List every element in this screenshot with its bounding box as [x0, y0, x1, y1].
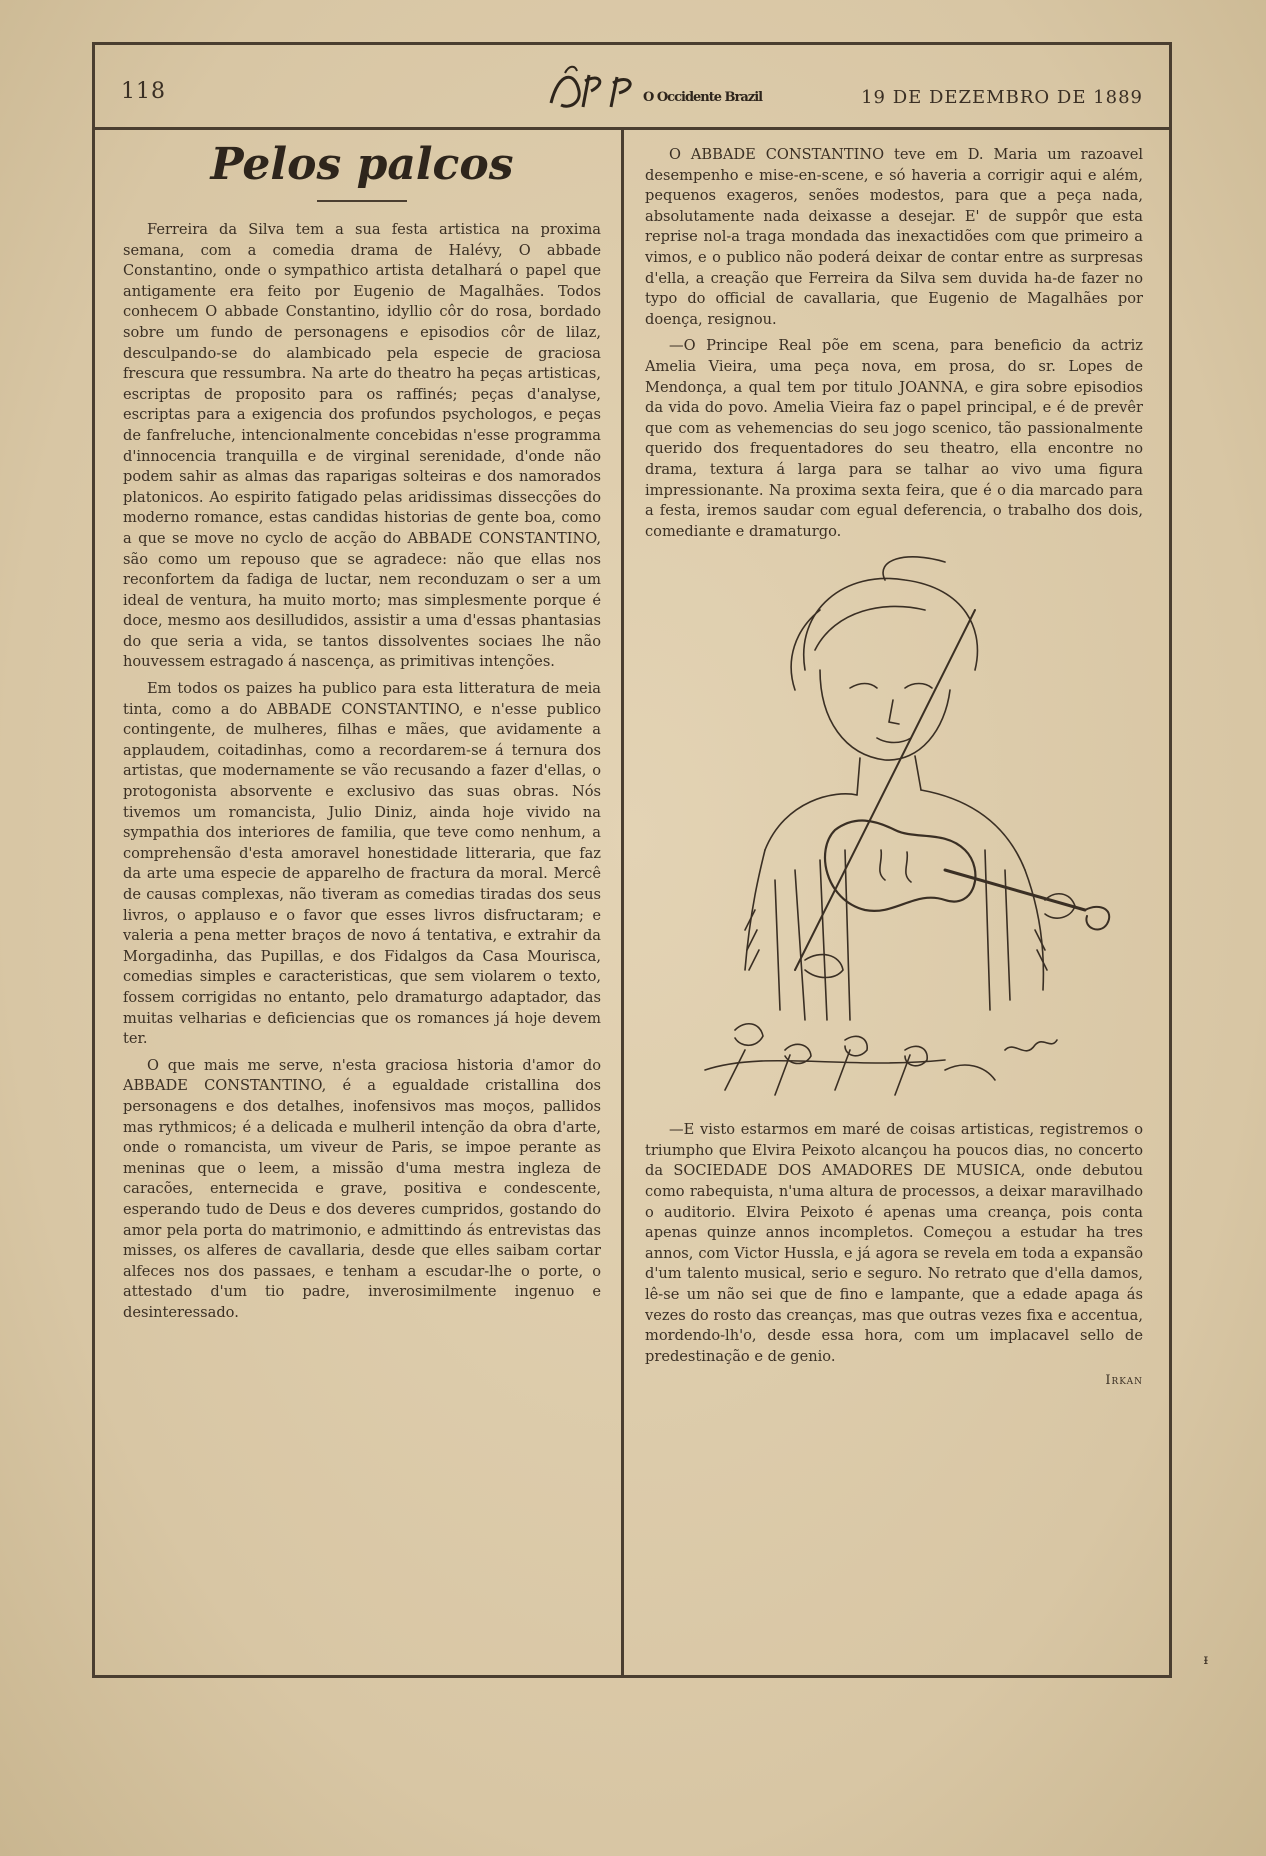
- violinist-portrait: [645, 550, 1143, 1110]
- section-title: Pelos palcos: [210, 139, 514, 190]
- left-column: [123, 135, 601, 1329]
- right-paragraph-3: —E visto estarmos em maré de coisas artisticas, registremos o triumpho que Elvira Peixoto alcançou ha poucos dias, no concerto da SOCIEDADE DOS AMADORES DE MUSICA, onde debutou como rabequista, n'uma altura de processos, a deixar maravilhado o auditorio. Elvira Peixoto é apenas uma creança, pois conta apenas quinze annos incompletos. Começou a estudar ha tres annos, com Victor Hussla, e já agora se revela em toda a expansão d'um talento musical, serio e seguro. No retrato que d'ella damos, lê-se um não sei que de fino e lampante, que a edade apaga ás vezes do rosto das creanças, mas que outras vezes fixa e accentua, mordendo-lh'o, desde essa hora, com um implacavel sello de predestinação e de genio.: [645, 1121, 1143, 1365]
- page-number: 118: [121, 79, 166, 104]
- masthead-text: O Occidente Brazil: [643, 90, 763, 105]
- masthead-logo-icon: [545, 63, 763, 115]
- left-paragraph-3: O que mais me serve, n'esta graciosa historia d'amor do ABBADE CONSTANTINO, é a egualdade cristallina dos personagens e dos detalhes, inofensivos mas moços, pallidos mas rythmicos; é a delicada e mulheril intenção da obra d'arte, onde o romancista, um viveur de Paris, se impoe perante as meninas que o leem, a missão d'uma mestra ingleza de caracões, enternecida e grave, positiva e condescente, esperando tudo de Deus e dos deveres cumpridos, gostando do amor pela porta do matrimonio, e admittindo ás entrevistas das misses, os alferes de cavallaria, desde que elles saibam cortar alfeces nos dos passaes, e tenham a escudar-lhe o porte, o attestado d'um tio padre, inverosimilmente ingenuo e desinteressado.: [123, 1056, 601, 1321]
- right-column: [645, 145, 1143, 1388]
- left-paragraph-2: Em todos os paizes ha publico para esta litteratura de meia tinta, como a do ABBADE CONSTANTINO, e n'esse publico contingente, de mulheres, filhas e mães, que avidamente a applaudem, coitadinhas, como a recordarem-se á ternura dos artistas, que modernamente se vão recusando a fazer d'ellas, o protogonista absorvente e exclusivo das suas obras. Nós tivemos um romancista, Julio Diniz, ainda hoje vivido na sympathia dos interiores de familia, que teve como nenhum, a comprehensão d'esta amoravel honestidade litteraria, que faz da arte uma especie de apparelho de fractura da moral. Mercê de causas complexas, não tiveram as comedias tiradas dos seus livros, o applauso e o favor que esses livros disfructaram; e valeria a pena metter braços de novo á tentativa, e extrahir da Morgadinha, das Pupillas, e dos Fidalgos da Casa Mourisca, comedias simples e caracteristicas, que sem violarem o texto, fossem corrigidas no entanto, pelo dramaturgo adaptador, das muitas velharias e deficiencias que os romances já hoje devem ter.: [123, 680, 601, 1048]
- right-paragraph-1: O ABBADE CONSTANTINO teve em D. Maria um razoavel desempenho e mise-en-scene, e só haveria a corrigir aqui e além, pequenos exageros, senões modestos, para que a peça nada, absolutamente nada deixasse a desejar. E' de suppôr que esta reprise nol-a traga mondada das inexactidões com que primeiro a vimos, e o publico não poderá deixar de contar entre as surpresas d'ella, a creação que Ferreira da Silva sem duvida ha-de fazer no typo do official de cavallaria, que Eugenio de Magalhães por doença, resignou.: [645, 146, 1143, 328]
- author-signature: Irkan: [1105, 1373, 1143, 1389]
- right-paragraph-2: —O Principe Real põe em scena, para beneficio da actriz Amelia Vieira, uma peça nova, em prosa, do sr. Lopes de Mendonça, a qual tem por titulo JOANNA, e gira sobre episodios da vida do povo. Amelia Vieira faz o papel principal, e é de prevêr que com as vehemencias do seu jogo scenico, tão passionalmente querido dos frequentadores do seu theatro, ella encontre no drama, textura á larga para se talhar ao vivo uma figura impressionante. Na proxima sexta feira, que é o dia marcado para a festa, iremos saudar com egual deferencia, o trabalho dos dois, comediante e dramaturgo.: [645, 337, 1143, 540]
- left-paragraph-1: Ferreira da Silva tem a sua festa artistica na proxima semana, com a comedia drama de Halévy, O abbade Constantino, onde o sympathico artista detalhará o papel que antigamente era feito por Eugenio de Magalhães. Todos conhecem O abbade Constantino, idyllio côr do rosa, bordado sobre um fundo de personagens e episodios côr de lilaz, desculpando-se do alambicado pela especie de graciosa frescura que ressumbra. Na arte do theatro ha peças artisticas, escriptas de proposito para os raffinés; peças d'analyse, escriptas para a exigencia dos profundos psychologos, e peças de fanfreluche, intencionalmente concebidas n'esse programma d'innocencia tranquilla e de virginal serenidade, d'onde não podem sahir as almas das raparigas solteiras e dos namorados platonicos. Ao espirito fatigado pelas aridissimas dissecções do moderno romance, estas candidas historias de gente boa, como a que se move no cyclo de acção do ABBADE CONSTANTINO, são como um repouso que se agradece: não que ellas nos reconfortem da fadiga de luctar, nem reconduzam o ser a um ideal de ventura, ha muito morto; mas simplesmente porque é doce, mesmo aos desilludidos, assistir a uma d'essas phantasias do que seria a vida, se tantos dissolventes sociaes lhe não houvessem estragado á nascença, as primitivas intenções.: [123, 221, 601, 671]
- page-frame: [92, 42, 1172, 1678]
- masthead-logo: [545, 63, 763, 115]
- issue-date: 19 DE DEZEMBRO DE 1889: [861, 87, 1143, 108]
- column-divider: [621, 127, 624, 1678]
- violinist-portrait-icon: [645, 550, 1143, 1110]
- title-rule: [317, 200, 407, 202]
- page-header: [95, 45, 1169, 130]
- side-mark: ᵻ: [1203, 1652, 1208, 1668]
